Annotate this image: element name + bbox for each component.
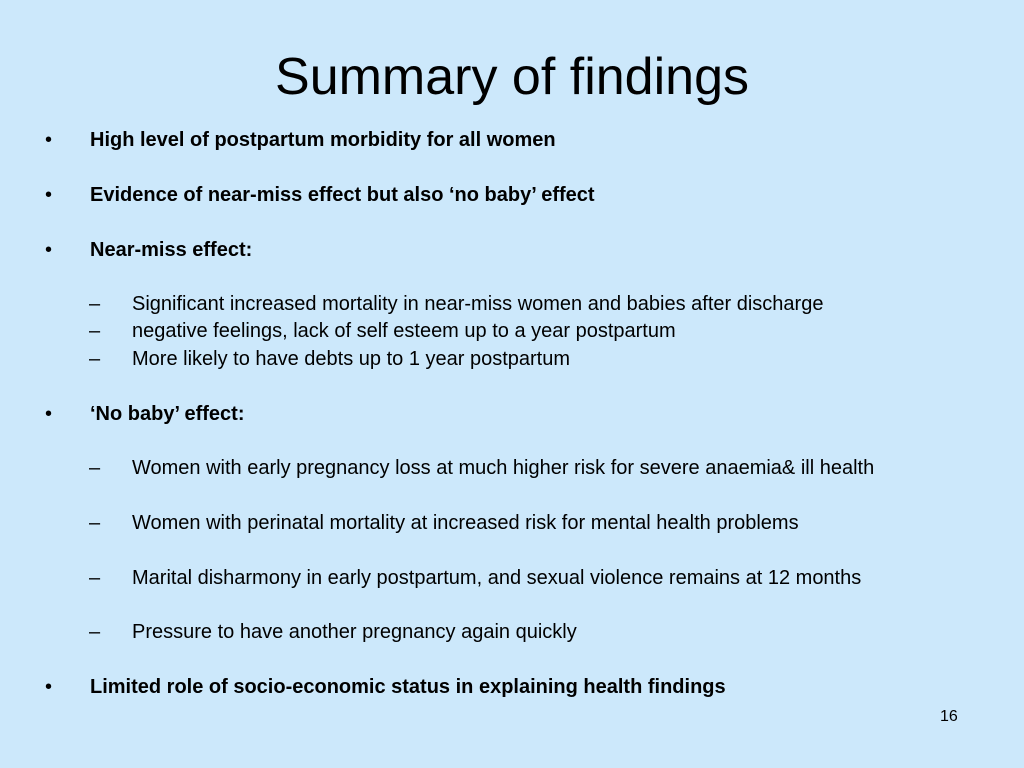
dash-marker: – <box>89 621 101 643</box>
sub-item-marital-disharmony: Marital disharmony in early postpartum, and sexual violence remains at 12 months <box>132 567 862 589</box>
bullet-item-no-baby-effect: ‘No baby’ effect: <box>90 403 245 425</box>
sub-item-negative-feelings: negative feelings, lack of self esteem up to a year postpartum <box>132 320 676 342</box>
dash-marker: – <box>89 512 101 534</box>
sub-item-early-pregnancy-loss: Women with early pregnancy loss at much higher risk for severe anaemia& ill health <box>132 457 875 479</box>
bullet-marker: • <box>45 403 53 425</box>
sub-item-pregnancy-pressure: Pressure to have another pregnancy again quickly <box>132 621 577 643</box>
slide-title: Summary of findings <box>275 48 749 106</box>
slide-number: 16 <box>940 708 958 725</box>
dash-marker: – <box>89 567 101 589</box>
bullet-item-near-miss-effect: Near-miss effect: <box>90 239 253 261</box>
dash-marker: – <box>89 320 101 342</box>
bullet-marker: • <box>45 676 53 698</box>
bullet-marker: • <box>45 239 53 261</box>
bullet-marker: • <box>45 129 53 151</box>
bullet-item-near-miss-evidence: Evidence of near-miss effect but also ‘no baby’ effect <box>90 184 595 206</box>
dash-marker: – <box>89 348 101 370</box>
sub-item-perinatal-mortality: Women with perinatal mortality at increased risk for mental health problems <box>132 512 799 534</box>
sub-item-debts: More likely to have debts up to 1 year postpartum <box>132 348 571 370</box>
sub-item-increased-mortality: Significant increased mortality in near-miss women and babies after discharge <box>132 293 824 315</box>
bullet-item-postpartum-morbidity: High level of postpartum morbidity for all women <box>90 129 556 151</box>
bullet-marker: • <box>45 184 53 206</box>
dash-marker: – <box>89 293 101 315</box>
bullet-item-socio-economic-status: Limited role of socio-economic status in explaining health findings <box>90 676 726 698</box>
dash-marker: – <box>89 457 101 479</box>
